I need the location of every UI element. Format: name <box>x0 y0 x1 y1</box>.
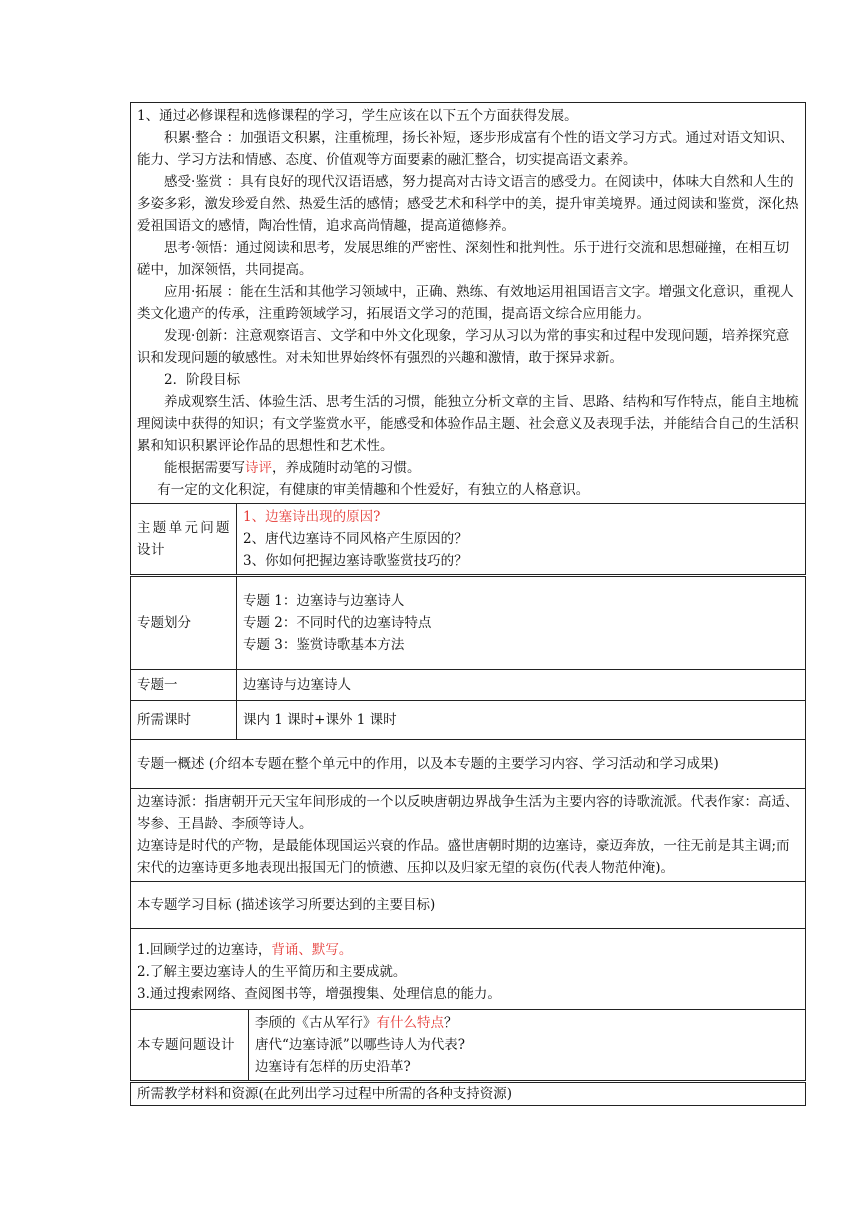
topic-question-2: 唐代“边塞诗派”以哪些诗人为代表? <box>255 1037 466 1053</box>
topic-one-value: 边塞诗与边塞诗人 <box>237 670 806 701</box>
stage-goal-2-highlight: 诗评 <box>245 460 272 476</box>
topic-3: 专题 3：鉴赏诗歌基本方法 <box>243 637 405 653</box>
overview-paragraph-1: 边塞诗派：指唐朝开元天宝年间形成的一个以反映唐朝边界战争生活为主要内容的诗歌流派。代表作家：高适、岑参、王昌龄、李颀等诗人。 <box>137 794 799 832</box>
theme-questions-cell <box>237 504 806 576</box>
stage-goal-2-text-a: 能根据需要写 <box>164 460 245 476</box>
hours-label: 所需课时 <box>131 701 237 740</box>
goals-row <box>131 103 806 504</box>
topic-questions-row <box>131 1010 806 1082</box>
topics-cell <box>237 576 806 670</box>
theme-question-2: 2、唐代边塞诗不同风格产生原因的？ <box>243 531 468 547</box>
overview-body <box>131 789 806 882</box>
overview-heading-row <box>131 740 806 789</box>
overview-heading: 专题一概述 (介绍本专题在整个单元中的作用，以及本专题的主要学习内容、学习活动和学习成果) <box>131 740 806 789</box>
stage-goal-2 <box>137 457 799 479</box>
objective-2: 2.了解主要边塞诗人的生平简历和主要成就。 <box>137 964 407 980</box>
lesson-plan-page <box>130 102 806 1106</box>
topics-row <box>131 576 806 670</box>
objective-1-highlight: 背诵、默写。 <box>271 942 353 958</box>
overview-paragraph-2: 边塞诗是时代的产物，是最能体现国运兴衰的作品。盛世唐朝时期的边塞诗，豪迈奔放，一往无前是其主调;而宋代的边塞诗更多地表现出报国无门的愤懑、压抑以及归家无望的哀伤(代表人物范仲淹)。 <box>137 838 790 876</box>
resources-row <box>131 1082 806 1106</box>
goal-appreciate: 感受·鉴赏 ：具有良好的现代汉语语感，努力提高对古诗文语言的感受力。在阅读中，体味大自然和人生的多姿多彩，激发珍爱自然、热爱生活的感情；感受艺术和科学中的美，提升审美境界。通过阅读和鉴赏，深化热爱祖国语文的感情，陶冶性情，追求高尚情趣，提高道德修养。 <box>137 174 799 234</box>
topic-question-1-highlight: 有什么特点 <box>376 1015 444 1031</box>
goal-accumulate: 积累·整合 ：加强语文积累，注重梳理，扬长补短，逐步形成富有个性的语文学习方式。通过对语文知识、能力、学习方法和情感、态度、价值观等方面要素的融汇整合，切实提高语文素养。 <box>137 130 794 168</box>
topic-question-1 <box>255 1012 799 1034</box>
lesson-plan-table <box>130 102 806 1106</box>
topic-questions-label: 本专题问题设计 <box>131 1010 249 1082</box>
topic-questions-cell <box>249 1010 806 1082</box>
topics-label: 专题划分 <box>131 576 237 670</box>
theme-question-3: 3、你如何把握边塞诗歌鉴赏技巧的？ <box>243 553 468 569</box>
stage-goal-2-text-b: ，养成随时动笔的习惯。 <box>272 460 421 476</box>
stage-goals-title: 2．阶段目标 <box>164 372 241 388</box>
objective-1 <box>137 939 799 961</box>
objective-3: 3.通过搜索网络、查阅图书等，增强搜集、处理信息的能力。 <box>137 986 501 1002</box>
objectives-heading-row <box>131 882 806 929</box>
goals-cell <box>131 103 806 504</box>
objectives-heading: 本专题学习目标 (描述该学习所要达到的主要目标) <box>131 882 806 929</box>
topic-one-row <box>131 670 806 701</box>
theme-questions-label: 主题单元问题设计 <box>131 504 237 576</box>
goal-apply: 应用·拓展 ：能在生活和其他学习领域中，正确、熟练、有效地运用祖国语言文字。增强文化意识，重视人类文化遗产的传承，注重跨领域学习，拓展语文学习的范围，提高语文综合应用能力。 <box>137 284 794 322</box>
topic-one-label: 专题一 <box>131 670 237 701</box>
objectives-body <box>131 929 806 1010</box>
resources-heading: 所需教学材料和资源(在此列出学习过程中所需的各种支持资源) <box>131 1082 806 1106</box>
topic-question-1-end: ？ <box>444 1015 458 1031</box>
hours-value: 课内 1 课时+课外 1 课时 <box>237 701 806 740</box>
goal-discover: 发现·创新：注意观察语言、文学和中外文化现象，学习从习以为常的事实和过程中发现问题，培养探究意识和发现问题的敏感性。对未知世界始终怀有强烈的兴趣和激情，敢于探异求新。 <box>137 328 790 366</box>
objective-1-text: 1.回顾学过的边塞诗， <box>137 942 272 958</box>
theme-question-1: 1、边塞诗出现的原因? <box>243 509 381 525</box>
theme-questions-row <box>131 504 806 576</box>
topic-question-1-text: 李颀的《古从军行》 <box>255 1015 377 1031</box>
goals-intro: 1、通过必修课程和选修课程的学习，学生应该在以下五个方面获得发展。 <box>137 108 578 124</box>
topic-2: 专题 2：不同时代的边塞诗特点 <box>243 615 432 631</box>
topic-1: 专题 1：边塞诗与边塞诗人 <box>243 593 405 609</box>
stage-goal-1: 养成观察生活、体验生活、思考生活的习惯，能独立分析文章的主旨、思路、结构和写作特点，能自主地梳理阅读中获得的知识；有文学鉴赏水平，能感受和体验作品主题、社会意义及表现手法，并能结合自己的生活积累和知识积累评论作品的思想性和艺术性。 <box>137 394 799 454</box>
goal-reflect: 思考·领悟：通过阅读和思考，发展思维的严密性、深刻性和批判性。乐于进行交流和思想碰撞，在相互切磋中，加深领悟，共同提高。 <box>137 240 790 278</box>
hours-row <box>131 701 806 740</box>
topic-question-3: 边塞诗有怎样的历史沿革? <box>255 1059 411 1075</box>
overview-body-row <box>131 789 806 882</box>
stage-goal-3: 有一定的文化积淀，有健康的审美情趣和个性爱好，有独立的人格意识。 <box>157 482 590 498</box>
objectives-body-row <box>131 929 806 1010</box>
